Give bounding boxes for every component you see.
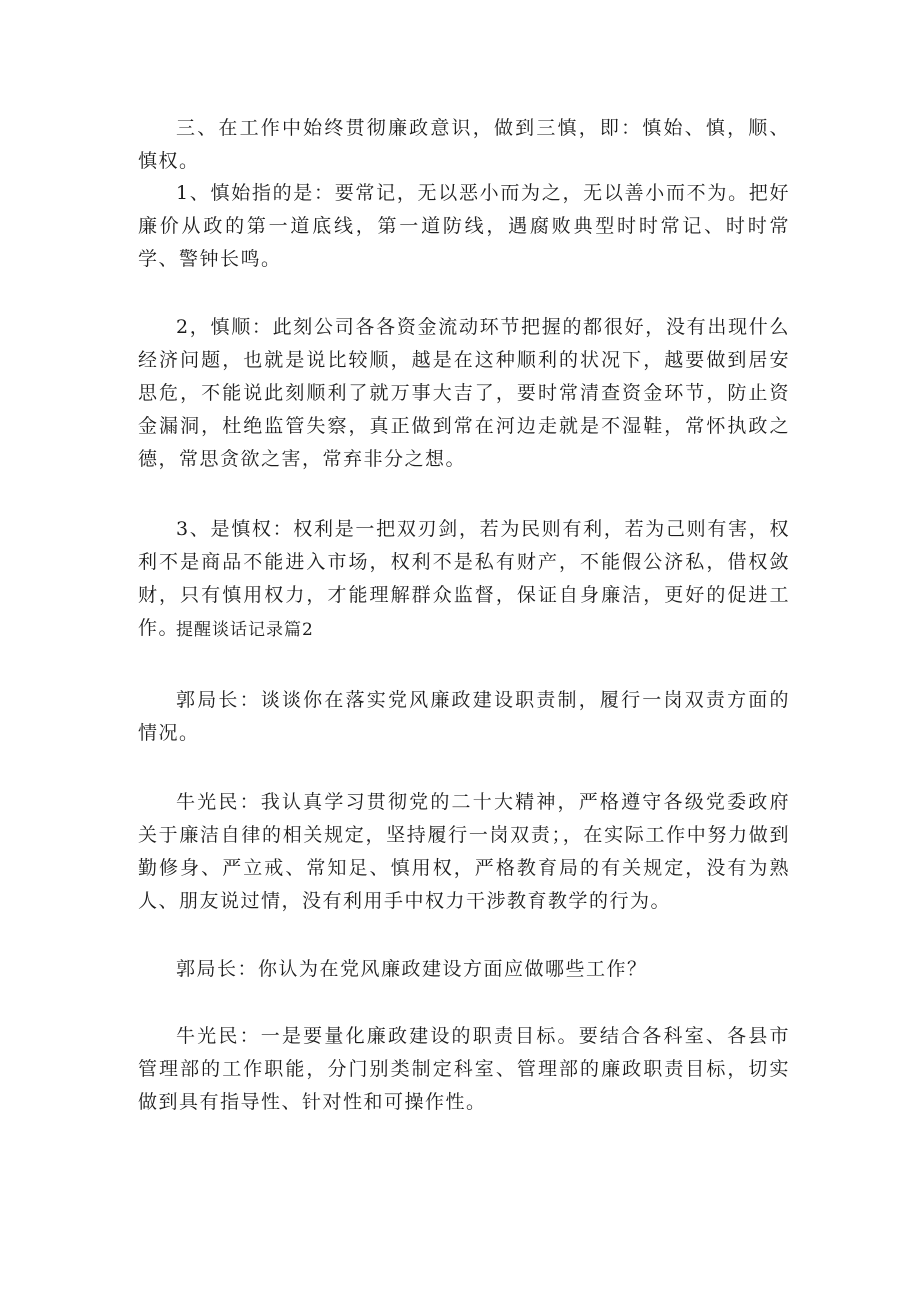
dialogue-answer-2: 牛光民：一是要量化廉政建设的职责目标。要结合各科室、各县市管理部的工作职能，分门别类制定科室、管理部的廉政职责目标，切实做到具有指导性、针对性和可操作性。	[138, 1025, 790, 1113]
dialogue-question-1: 郭局长：谈谈你在落实党风廉政建设职责制，履行一岗双责方面的情况。	[138, 689, 790, 744]
dialogue-answer-1: 牛光民：我认真学习贯彻党的二十大精神，严格遵守各级党委政府关于廉洁自律的相关规定，坚持履行一岗双责；，在实际工作中努力做到勤修身、严立戒、常知足、慎用权，严格教育局的有关规定，没有为熟人、朋友说过情，没有利用手中权力干涉教育教学的行为。	[138, 791, 790, 912]
dialogue-question-2: 郭局长：你认为在党风廉政建设方面应做哪些工作？	[176, 958, 648, 980]
paragraph-caution-smooth: 2，慎顺：此刻公司各各资金流动环节把握的都很好，没有出现什么经济问题，也就是说比较顺，越是在这种顺利的状况下，越要做到居安思危，不能说此刻顺利了就万事大吉了，要时常清查资金环节，防止资金漏洞，杜绝监管失察，真正做到常在河边走就是不湿鞋，常怀执政之德，常思贪欲之害，常弃非分之想。	[138, 316, 790, 470]
section-heading: 提醒谈话记录篇2	[176, 620, 314, 640]
paragraph-caution-power: 3、是慎权：权利是一把双刃剑，若为民则有利，若为己则有害，权利不是商品不能进入市场，权利不是私有财产，不能假公济私，借权敛财，只有慎用权力，才能理解群众监督，保证自身廉洁，更好的促进工作。	[138, 518, 790, 639]
paragraph-three-cautions: 三、在工作中始终贯彻廉政意识，做到三慎，即：慎始、慎，顺、慎权。	[138, 117, 790, 172]
paragraph-caution-beginning: 1、慎始指的是：要常记，无以恶小而为之，无以善小而不为。把好廉价从政的第一道底线，第一道防线，遇腐败典型时时常记、时时常学、警钟长鸣。	[138, 182, 790, 270]
